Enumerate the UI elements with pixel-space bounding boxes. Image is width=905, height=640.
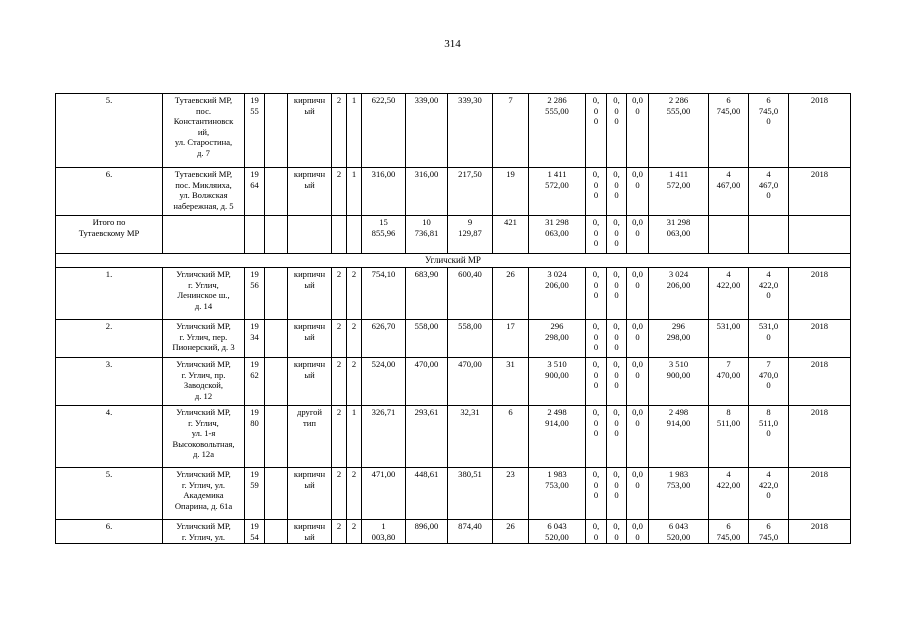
cell-floors: 2: [332, 320, 347, 358]
cell-area-private: 558,00: [448, 320, 493, 358]
cell-blank1: [265, 406, 288, 468]
cell-area-living: 339,00: [406, 94, 448, 168]
cell-cost-sqm: 6 745,00: [709, 520, 749, 544]
cell-year-done: 2018: [789, 358, 851, 406]
cell-year: 19 59: [245, 468, 265, 520]
table-row: [56, 520, 851, 544]
cell-material: кирпичн ый: [288, 520, 332, 544]
cell-residents: 19: [493, 168, 529, 216]
cell-area-living: 10 736,81: [406, 216, 448, 254]
cell-year-done: 2018: [789, 268, 851, 320]
cell-cost-max: 531,0 0: [749, 320, 789, 358]
cell-residents: 7: [493, 94, 529, 168]
cell-area-private: 380,51: [448, 468, 493, 520]
cell-f2: 0, 0 0: [607, 468, 627, 520]
cell-cost-max: 8 511,0 0: [749, 406, 789, 468]
cell-blank1: [265, 94, 288, 168]
cell-cost-sqm: 8 511,00: [709, 406, 749, 468]
cell-area-total: 316,00: [362, 168, 406, 216]
cell-area-private: 470,00: [448, 358, 493, 406]
cell-f2: 0, 0 0: [607, 406, 627, 468]
cell-f3: 0,0 0: [627, 216, 649, 254]
section-block: [56, 254, 851, 268]
cell-blank1: [265, 320, 288, 358]
cell-f3: 0,0 0: [627, 468, 649, 520]
cell-cost-max: 4 422,0 0: [749, 468, 789, 520]
cell-blank1: [265, 468, 288, 520]
cell-cost-own: 296 298,00: [649, 320, 709, 358]
cell-area-total: 626,70: [362, 320, 406, 358]
cell-f1: 0, 0 0: [586, 358, 607, 406]
cell-year: 19 62: [245, 358, 265, 406]
cell-area-total: 326,71: [362, 406, 406, 468]
cell-floors: 2: [332, 358, 347, 406]
cell-f3: 0,0 0: [627, 268, 649, 320]
cell-area-living: 448,61: [406, 468, 448, 520]
cell-entrances: [347, 216, 362, 254]
cell-cost-sqm: 531,00: [709, 320, 749, 358]
cell-cost-total: 31 298 063,00: [529, 216, 586, 254]
cell-floors: 2: [332, 268, 347, 320]
cell-floors: 2: [332, 520, 347, 544]
cell-cost-total: 3 510 900,00: [529, 358, 586, 406]
cell-cost-own: 3 024 206,00: [649, 268, 709, 320]
cell-blank1: [265, 520, 288, 544]
cell-cost-max: 6 745,0: [749, 520, 789, 544]
cell-area-total: 524,00: [362, 358, 406, 406]
cell-f2: 0, 0 0: [607, 168, 627, 216]
cell-f1: 0, 0: [586, 520, 607, 544]
cell-address: Угличский МР, г. Углич, ул. Академика Опарина, д. 61а: [163, 468, 245, 520]
cell-f1: 0, 0 0: [586, 94, 607, 168]
cell-material: кирпичн ый: [288, 468, 332, 520]
cell-cost-sqm: 4 467,00: [709, 168, 749, 216]
cell-no: Итого по Тутаевскому МР: [56, 216, 163, 254]
cell-cost-total: 2 498 914,00: [529, 406, 586, 468]
cell-residents: 31: [493, 358, 529, 406]
cell-area-total: 15 855,96: [362, 216, 406, 254]
cell-f2: 0, 0 0: [607, 320, 627, 358]
cell-area-living: 896,00: [406, 520, 448, 544]
cell-residents: 26: [493, 268, 529, 320]
cell-year-done: 2018: [789, 94, 851, 168]
cell-f3: 0,0 0: [627, 406, 649, 468]
cell-cost-max: 4 422,0 0: [749, 268, 789, 320]
cell-no: 4.: [56, 406, 163, 468]
cell-material: кирпичн ый: [288, 358, 332, 406]
cell-f1: 0, 0 0: [586, 268, 607, 320]
cell-material: другой тип: [288, 406, 332, 468]
table-row: [56, 94, 851, 168]
cell-area-living: 293,61: [406, 406, 448, 468]
cell-f1: 0, 0 0: [586, 320, 607, 358]
cell-no: 6.: [56, 168, 163, 216]
cell-entrances: 2: [347, 468, 362, 520]
cell-cost-own: 6 043 520,00: [649, 520, 709, 544]
cell-area-private: 32,31: [448, 406, 493, 468]
cell-cost-total: 2 286 555,00: [529, 94, 586, 168]
cell-entrances: 2: [347, 320, 362, 358]
cell-address: [163, 216, 245, 254]
cell-year-done: 2018: [789, 168, 851, 216]
cell-residents: 6: [493, 406, 529, 468]
table-row: [56, 358, 851, 406]
cell-cost-sqm: 4 422,00: [709, 468, 749, 520]
cell-material: кирпичн ый: [288, 320, 332, 358]
housing-table: [55, 93, 851, 544]
cell-f1: 0, 0 0: [586, 406, 607, 468]
cell-entrances: 2: [347, 520, 362, 544]
rows-after: [56, 268, 851, 544]
cell-address: Угличский МР, г. Углич, пер. Пионерский, д. 3: [163, 320, 245, 358]
cell-f3: 0,0 0: [627, 358, 649, 406]
cell-year: 19 64: [245, 168, 265, 216]
cell-f2: 0, 0 0: [607, 94, 627, 168]
rows-before: [56, 94, 851, 254]
cell-cost-total: 1 411 572,00: [529, 168, 586, 216]
cell-address: Угличский МР, г. Углич, Ленинское ш., д. 14: [163, 268, 245, 320]
cell-cost-own: 3 510 900,00: [649, 358, 709, 406]
cell-f1: 0, 0 0: [586, 216, 607, 254]
cell-year-done: 2018: [789, 468, 851, 520]
table-row: [56, 216, 851, 254]
cell-cost-own: 2 498 914,00: [649, 406, 709, 468]
cell-no: 5.: [56, 94, 163, 168]
cell-area-total: 622,50: [362, 94, 406, 168]
table-row: [56, 468, 851, 520]
cell-area-total: 471,00: [362, 468, 406, 520]
cell-year-done: 2018: [789, 406, 851, 468]
cell-cost-total: 296 298,00: [529, 320, 586, 358]
cell-area-living: 470,00: [406, 358, 448, 406]
cell-blank1: [265, 216, 288, 254]
cell-area-total: 754,10: [362, 268, 406, 320]
cell-cost-total: 6 043 520,00: [529, 520, 586, 544]
cell-year: 19 80: [245, 406, 265, 468]
cell-cost-own: 31 298 063,00: [649, 216, 709, 254]
table-row: [56, 320, 851, 358]
cell-material: кирпичн ый: [288, 94, 332, 168]
cell-area-private: 874,40: [448, 520, 493, 544]
cell-f2: 0, 0 0: [607, 216, 627, 254]
cell-f1: 0, 0 0: [586, 168, 607, 216]
cell-year: 19 56: [245, 268, 265, 320]
cell-blank1: [265, 168, 288, 216]
cell-cost-sqm: 6 745,00: [709, 94, 749, 168]
cell-residents: 23: [493, 468, 529, 520]
cell-no: 1.: [56, 268, 163, 320]
cell-no: 2.: [56, 320, 163, 358]
cell-entrances: 1: [347, 94, 362, 168]
cell-year-done: [789, 216, 851, 254]
cell-area-living: 316,00: [406, 168, 448, 216]
cell-year: 19 55: [245, 94, 265, 168]
cell-blank1: [265, 358, 288, 406]
cell-address: Угличский МР, г. Углич, пр. Заводской, д. 12: [163, 358, 245, 406]
cell-residents: 26: [493, 520, 529, 544]
page-number: 314: [444, 38, 461, 50]
cell-f2: 0, 0: [607, 520, 627, 544]
cell-cost-max: 6 745,0 0: [749, 94, 789, 168]
cell-residents: 17: [493, 320, 529, 358]
cell-f2: 0, 0 0: [607, 268, 627, 320]
cell-entrances: 2: [347, 358, 362, 406]
table-row: [56, 168, 851, 216]
cell-material: кирпичн ый: [288, 168, 332, 216]
cell-area-private: 339,30: [448, 94, 493, 168]
cell-year-done: 2018: [789, 520, 851, 544]
cell-floors: 2: [332, 168, 347, 216]
cell-address: Тутаевский МР, пос. Константиновск ий, ул. Старостина, д. 7: [163, 94, 245, 168]
cell-cost-max: [749, 216, 789, 254]
table-row: [56, 406, 851, 468]
cell-f2: 0, 0 0: [607, 358, 627, 406]
cell-material: кирпичн ый: [288, 268, 332, 320]
cell-address: Тутаевский МР, пос. Микляиха, ул. Волжская набережная, д. 5: [163, 168, 245, 216]
cell-f1: 0, 0 0: [586, 468, 607, 520]
cell-year: [245, 216, 265, 254]
cell-address: Угличский МР, г. Углич, ул. 1-я Высоковольтная, д. 12а: [163, 406, 245, 468]
cell-cost-sqm: [709, 216, 749, 254]
cell-cost-max: 7 470,0 0: [749, 358, 789, 406]
cell-cost-own: 2 286 555,00: [649, 94, 709, 168]
cell-cost-sqm: 7 470,00: [709, 358, 749, 406]
cell-f3: 0,0 0: [627, 320, 649, 358]
cell-blank1: [265, 268, 288, 320]
cell-f3: 0,0 0: [627, 520, 649, 544]
cell-year: 19 54: [245, 520, 265, 544]
cell-no: 5.: [56, 468, 163, 520]
cell-no: 3.: [56, 358, 163, 406]
cell-cost-max: 4 467,0 0: [749, 168, 789, 216]
cell-material: [288, 216, 332, 254]
cell-area-private: 9 129,87: [448, 216, 493, 254]
cell-cost-total: 1 983 753,00: [529, 468, 586, 520]
table-row: [56, 268, 851, 320]
cell-entrances: 1: [347, 168, 362, 216]
cell-address: Угличский МР, г. Углич, ул.: [163, 520, 245, 544]
cell-year: 19 34: [245, 320, 265, 358]
cell-entrances: 1: [347, 406, 362, 468]
cell-area-living: 558,00: [406, 320, 448, 358]
cell-area-living: 683,90: [406, 268, 448, 320]
cell-no: 6.: [56, 520, 163, 544]
cell-f3: 0,0 0: [627, 168, 649, 216]
cell-cost-own: 1 411 572,00: [649, 168, 709, 216]
cell-floors: [332, 216, 347, 254]
cell-area-total: 1 003,80: [362, 520, 406, 544]
cell-cost-total: 3 024 206,00: [529, 268, 586, 320]
cell-floors: 2: [332, 468, 347, 520]
section-title: Угличский МР: [56, 254, 851, 268]
cell-floors: 2: [332, 406, 347, 468]
cell-cost-sqm: 4 422,00: [709, 268, 749, 320]
cell-area-private: 217,50: [448, 168, 493, 216]
cell-floors: 2: [332, 94, 347, 168]
section-row: [56, 254, 851, 268]
cell-area-private: 600,40: [448, 268, 493, 320]
cell-entrances: 2: [347, 268, 362, 320]
cell-residents: 421: [493, 216, 529, 254]
cell-cost-own: 1 983 753,00: [649, 468, 709, 520]
cell-f3: 0,0 0: [627, 94, 649, 168]
cell-year-done: 2018: [789, 320, 851, 358]
